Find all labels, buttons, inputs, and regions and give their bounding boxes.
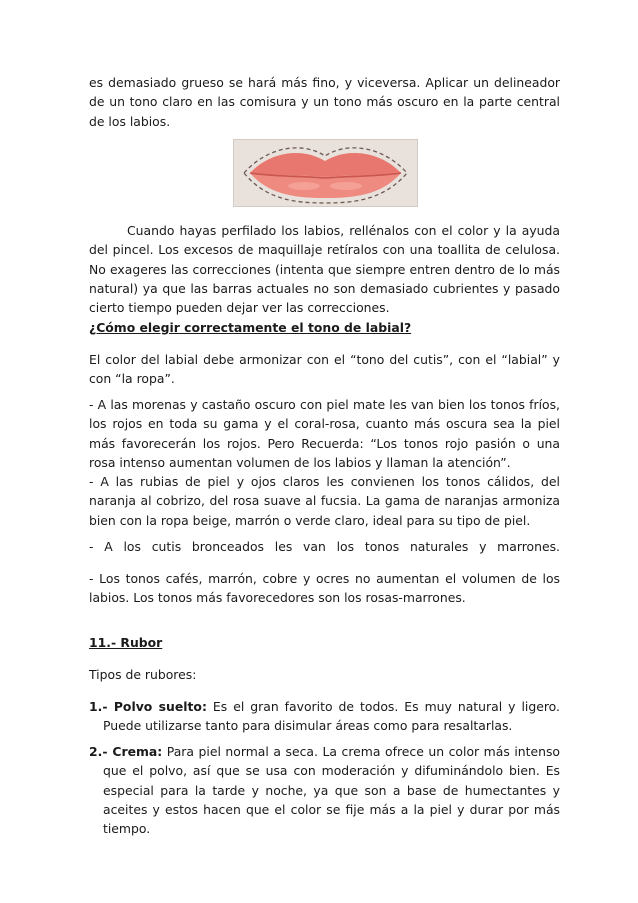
list-item-text: Para piel normal a seca. La crema ofrece un color más intenso que el polvo, así que se usa con moderación y difuminándolo bien. Es especial para la tarde y noche, ya que son a base de humectantes y aceites y estos hacen que el color se fije más a la piel y durar por más tiempo. <box>103 744 560 837</box>
heading-choose-tone: ¿Cómo elegir correctamente el tono de labial? <box>89 320 412 335</box>
list-item-cream <box>89 742 560 838</box>
paragraph-lip-liner: es demasiado grueso se hará más fino, y viceversa. Aplicar un delineador de un tono claro en las comisura y un tono más oscuro en la parte central de los labios. <box>89 75 560 129</box>
paragraph-harmonize: El color del labial debe armonizar con el “tono del cutis”, con el “labial” y con “la ropa”. <box>89 352 560 387</box>
paragraph-types: Tipos de rubores: <box>89 667 197 682</box>
list-item-loose-powder <box>89 697 560 736</box>
paragraph-blondes: - A las rubias de piel y ojos claros les convienen los tonos cálidos, del naranja al cobrizo, del rosa suave al fucsia. La gama de naranjas armoniza bien con la ropa beige, marrón o verde claro, ideal para su tipo de piel. <box>89 474 560 528</box>
list-item-label: 2.- Crema: <box>89 744 163 759</box>
paragraph-tanned: - A los cutis bronceados les van los tonos naturales y marrones. <box>89 539 560 554</box>
paragraph-brown-tones: - Los tonos cafés, marrón, cobre y ocres no aumentan el volumen de los labios. Los tonos más favorecedores son los rosas-marrones. <box>89 571 560 606</box>
heading-rubor: 11.- Rubor <box>89 635 163 650</box>
paragraph-fill-lips: Cuando hayas perfilado los labios, rellénalos con el color y la ayuda del pincel. Los excesos de maquillaje retíralos con una toallita de celulosa. No exageres las correcciones (intenta que siempre entren dentro de lo más natural) ya que las barras actuales no son demasiado cubrientes y pasado cierto tiempo pueden dejar ver las correcciones. <box>89 223 560 316</box>
paragraph-brunettes: - A las morenas y castaño oscuro con piel mate les van bien los tonos fríos, los rojos en toda su gama y el coral-rosa, cuanto más oscura sea la piel más favorecerán los rojos. Pero Recuerda: “Los tonos rojo pasión o una rosa intenso aumentan volumen de los labios y llaman la atención”. <box>89 397 560 470</box>
lips-icon <box>234 140 417 206</box>
lips-illustration <box>233 139 418 207</box>
list-item-label: 1.- Polvo suelto: <box>89 699 207 714</box>
list-item-text: Es el gran favorito de todos. Es muy natural y ligero. Puede utilizarse tanto para disimular áreas como para resaltarlas. <box>103 699 560 734</box>
